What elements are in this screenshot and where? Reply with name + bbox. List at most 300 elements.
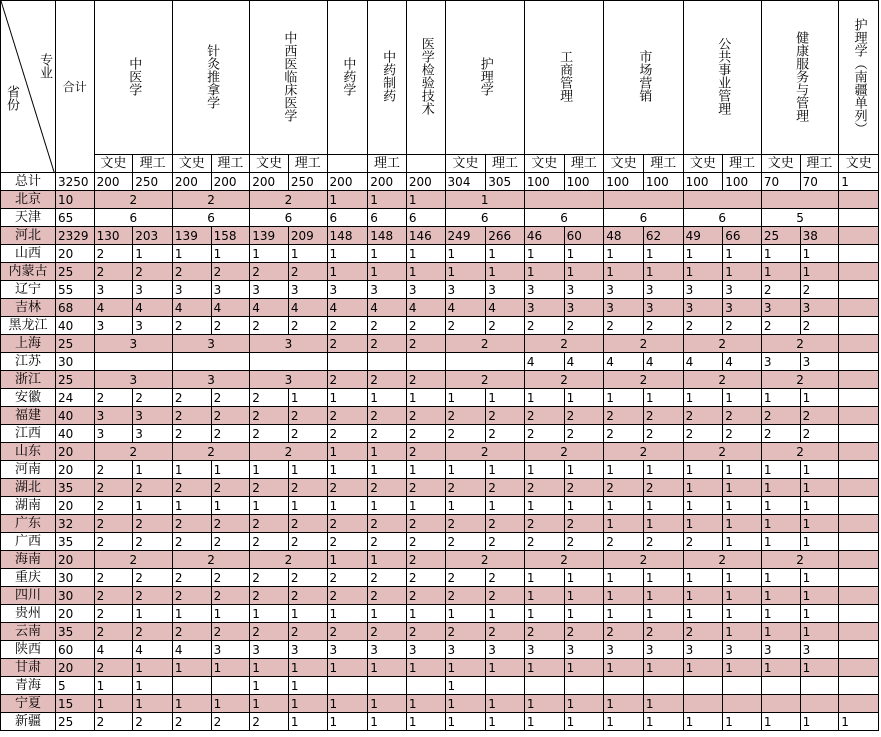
quota-cell: 304: [445, 173, 486, 191]
quota-cell: 3: [564, 299, 604, 317]
quota-cell: 2: [800, 407, 839, 425]
province-name: 湖北: [1, 479, 56, 497]
total-cell: 40: [55, 317, 94, 335]
quota-cell: 2: [172, 713, 211, 731]
quota-cell: 1: [761, 263, 800, 281]
major-header: [327, 1, 368, 155]
quota-cell: [839, 389, 879, 407]
quota-cell: 4: [406, 299, 445, 317]
quota-cell: 3: [643, 641, 683, 659]
total-cell: 32: [55, 515, 94, 533]
track-header: 文史: [94, 155, 133, 173]
quota-cell: 3: [94, 317, 133, 335]
quota-cell: [839, 335, 879, 353]
total-cell: 24: [55, 389, 94, 407]
quota-cell: 2: [486, 587, 525, 605]
quota-cell: 1: [133, 461, 173, 479]
total-cell: 20: [55, 659, 94, 677]
quota-cell: [327, 677, 368, 695]
quota-cell: 2: [723, 407, 762, 425]
quota-cell: 1: [133, 695, 173, 713]
quota-cell: 2: [524, 317, 564, 335]
quota-cell: 2: [211, 389, 250, 407]
total-cell: 30: [55, 353, 94, 371]
quota-cell: 2: [486, 425, 525, 443]
quota-cell: 1: [406, 245, 445, 263]
quota-cell: 2: [524, 443, 603, 461]
quota-cell: 2: [327, 515, 368, 533]
quota-cell: 1: [683, 263, 723, 281]
quota-cell: [839, 263, 879, 281]
province-name: 重庆: [1, 569, 56, 587]
major-header: [761, 1, 838, 155]
quota-cell: [839, 569, 879, 587]
quota-cell: 2: [564, 623, 604, 641]
quota-cell: 1: [250, 497, 289, 515]
quota-cell: 2: [94, 605, 133, 623]
quota-cell: 2: [250, 443, 327, 461]
quota-cell: 2: [172, 587, 211, 605]
quota-cell: 2: [524, 551, 603, 569]
total-cell: 20: [55, 605, 94, 623]
quota-cell: 1: [288, 695, 327, 713]
quota-cell: 1: [800, 263, 839, 281]
province-row: [1, 317, 879, 335]
quota-cell: 46: [524, 227, 564, 245]
quota-cell: [839, 407, 879, 425]
quota-cell: 1: [288, 605, 327, 623]
quota-cell: 6: [250, 209, 327, 227]
quota-cell: 1: [368, 245, 407, 263]
quota-cell: 100: [604, 173, 644, 191]
quota-cell: 2: [250, 569, 289, 587]
total-cell: 55: [55, 281, 94, 299]
quota-cell: 3: [800, 299, 839, 317]
quota-cell: 4: [172, 299, 211, 317]
quota-cell: 2: [761, 281, 800, 299]
quota-cell: [839, 587, 879, 605]
quota-cell: 1: [250, 245, 289, 263]
major-header: [445, 1, 524, 155]
quota-cell: 1: [683, 605, 723, 623]
quota-cell: [683, 191, 761, 209]
quota-cell: 3: [406, 281, 445, 299]
quota-cell: 2: [445, 551, 524, 569]
quota-cell: 1: [800, 659, 839, 677]
total-cell: 30: [55, 587, 94, 605]
quota-cell: 2: [172, 425, 211, 443]
quota-cell: 3: [604, 281, 644, 299]
quota-cell: 1: [250, 605, 289, 623]
quota-cell: 209: [288, 227, 327, 245]
quota-cell: 3: [250, 371, 327, 389]
quota-cell: 2: [761, 371, 838, 389]
quota-cell: 2: [172, 443, 249, 461]
quota-cell: [406, 677, 445, 695]
quota-cell: 1: [445, 677, 486, 695]
quota-cell: [94, 353, 172, 371]
track-header: 理工: [133, 155, 173, 173]
quota-cell: 2: [604, 317, 644, 335]
quota-cell: [839, 605, 879, 623]
quota-cell: [839, 461, 879, 479]
quota-cell: 2: [683, 443, 761, 461]
quota-cell: 146: [406, 227, 445, 245]
quota-cell: [839, 299, 879, 317]
quota-cell: 200: [368, 173, 407, 191]
quota-cell: 1: [486, 713, 525, 731]
quota-cell: 1: [368, 605, 407, 623]
province-name: 河北: [1, 227, 56, 245]
quota-cell: 1: [327, 263, 368, 281]
quota-cell: 1: [683, 515, 723, 533]
quota-cell: 1: [839, 173, 879, 191]
quota-cell: 2: [683, 533, 723, 551]
quota-cell: 1: [368, 389, 407, 407]
province-row: [1, 533, 879, 551]
province-name: 河南: [1, 461, 56, 479]
quota-cell: 1: [643, 713, 683, 731]
quota-cell: 2: [445, 371, 524, 389]
quota-cell: [800, 677, 839, 695]
quota-cell: 1: [800, 461, 839, 479]
total-cell: 25: [55, 263, 94, 281]
quota-cell: [839, 623, 879, 641]
quota-cell: 1: [327, 659, 368, 677]
quota-cell: 70: [761, 173, 800, 191]
quota-cell: 148: [368, 227, 407, 245]
quota-cell: 1: [368, 461, 407, 479]
quota-cell: 100: [524, 173, 564, 191]
quota-cell: 2: [211, 569, 250, 587]
major-header-label: 工商管理: [557, 50, 573, 102]
quota-cell: 2: [368, 623, 407, 641]
quota-cell: 2: [133, 515, 173, 533]
quota-cell: 2: [94, 497, 133, 515]
major-header-label: 中药学: [340, 56, 356, 96]
quota-cell: 3: [761, 641, 800, 659]
quota-cell: 2: [368, 587, 407, 605]
quota-cell: 2: [172, 551, 249, 569]
quota-cell: 3: [761, 353, 800, 371]
quota-cell: 1: [761, 497, 800, 515]
total-cell: 65: [55, 209, 94, 227]
quota-cell: 2: [211, 479, 250, 497]
quota-cell: 1: [604, 389, 644, 407]
quota-cell: 2: [406, 479, 445, 497]
quota-cell: 1: [486, 497, 525, 515]
quota-cell: 2: [172, 569, 211, 587]
quota-cell: 1: [445, 695, 486, 713]
quota-cell: 1: [604, 497, 644, 515]
quota-cell: 3: [723, 299, 762, 317]
quota-cell: 1: [723, 515, 762, 533]
quota-cell: 6: [368, 209, 407, 227]
quota-cell: 2: [133, 569, 173, 587]
quota-cell: [564, 677, 604, 695]
province-row: [1, 299, 879, 317]
quota-cell: 6: [327, 209, 368, 227]
quota-cell: 1: [406, 497, 445, 515]
quota-cell: [839, 677, 879, 695]
quota-cell: 2: [94, 551, 172, 569]
quota-cell: 2: [723, 425, 762, 443]
quota-cell: 2: [327, 533, 368, 551]
quota-cell: 2: [486, 569, 525, 587]
quota-cell: 2: [604, 623, 644, 641]
quota-cell: 2: [486, 515, 525, 533]
quota-cell: 2: [211, 533, 250, 551]
quota-cell: 1: [368, 659, 407, 677]
quota-cell: 305: [486, 173, 525, 191]
quota-cell: 1: [564, 497, 604, 515]
quota-cell: 2: [94, 659, 133, 677]
province-name: 山东: [1, 443, 56, 461]
quota-cell: 1: [643, 461, 683, 479]
quota-cell: 1: [250, 659, 289, 677]
province-row: [1, 641, 879, 659]
quota-cell: 1: [368, 443, 407, 461]
quota-cell: 4: [211, 299, 250, 317]
quota-cell: 1: [800, 605, 839, 623]
quota-cell: 38: [800, 227, 839, 245]
quota-cell: 2: [133, 479, 173, 497]
quota-cell: 3: [94, 407, 133, 425]
major-header-label: 针灸推拿学: [204, 43, 220, 109]
quota-cell: 1: [368, 695, 407, 713]
quota-cell: 158: [211, 227, 250, 245]
quota-cell: 4: [94, 641, 133, 659]
quota-cell: 2: [133, 713, 173, 731]
quota-cell: 2: [327, 569, 368, 587]
quota-cell: [839, 353, 879, 371]
quota-cell: 2: [683, 623, 723, 641]
quota-cell: 2: [564, 515, 604, 533]
quota-cell: 250: [133, 173, 173, 191]
quota-cell: 2: [445, 443, 524, 461]
province-row: [1, 227, 879, 245]
province-name: 天津: [1, 209, 56, 227]
province-name: 贵州: [1, 605, 56, 623]
quota-cell: [839, 371, 879, 389]
quota-cell: 2: [288, 569, 327, 587]
quota-cell: 139: [172, 227, 211, 245]
quota-cell: 1: [800, 245, 839, 263]
quota-cell: 2: [94, 191, 172, 209]
quota-cell: 6: [445, 209, 524, 227]
quota-cell: 1: [172, 461, 211, 479]
quota-cell: 2: [406, 623, 445, 641]
track-header: 文史: [250, 155, 289, 173]
quota-cell: 6: [406, 209, 445, 227]
quota-cell: 2: [211, 317, 250, 335]
quota-cell: 2: [94, 443, 172, 461]
province-row: [1, 335, 879, 353]
quota-cell: [839, 227, 879, 245]
quota-cell: 1: [327, 389, 368, 407]
province-name: 江西: [1, 425, 56, 443]
quota-cell: 1: [368, 551, 407, 569]
quota-cell: 2: [250, 623, 289, 641]
quota-cell: 1: [524, 461, 564, 479]
major-header-label: 市场营销: [636, 50, 652, 102]
quota-cell: 1: [683, 569, 723, 587]
quota-cell: 1: [723, 713, 762, 731]
quota-cell: 2: [133, 587, 173, 605]
province-name: 新疆: [1, 713, 56, 731]
quota-cell: 1: [211, 497, 250, 515]
total-cell: 20: [55, 245, 94, 263]
quota-cell: 2: [250, 425, 289, 443]
province-name: 山西: [1, 245, 56, 263]
quota-cell: 249: [445, 227, 486, 245]
track-header: 文史: [524, 155, 564, 173]
major-header: [172, 1, 249, 155]
track-header: 理工: [800, 155, 839, 173]
quota-cell: 2: [761, 335, 838, 353]
quota-cell: [368, 677, 407, 695]
track-header: 理工: [723, 155, 762, 173]
quota-cell: 2: [643, 533, 683, 551]
quota-cell: 1: [486, 389, 525, 407]
quota-cell: 200: [172, 173, 211, 191]
major-header-label: 中药制药: [380, 50, 396, 102]
quota-cell: 2: [761, 443, 838, 461]
total-cell: 10: [55, 191, 94, 209]
quota-cell: 1: [683, 461, 723, 479]
quota-cell: 6: [172, 209, 249, 227]
quota-cell: 3: [250, 281, 289, 299]
quota-cell: 2: [327, 335, 368, 353]
quota-cell: 1: [761, 587, 800, 605]
quota-cell: 3: [800, 641, 839, 659]
quota-cell: 2: [172, 623, 211, 641]
total-header-label: 合计: [62, 79, 87, 94]
quota-cell: 2: [327, 587, 368, 605]
quota-cell: 3: [327, 641, 368, 659]
total-cell: 35: [55, 533, 94, 551]
quota-cell: 2: [250, 263, 289, 281]
quota-cell: 1: [445, 191, 524, 209]
quota-cell: 4: [94, 299, 133, 317]
quota-cell: 2: [327, 425, 368, 443]
quota-cell: 1: [133, 605, 173, 623]
quota-cell: 2: [172, 479, 211, 497]
quota-cell: 200: [94, 173, 133, 191]
quota-cell: 2: [94, 713, 133, 731]
quota-cell: 3: [211, 281, 250, 299]
quota-cell: 1: [643, 605, 683, 623]
quota-cell: [839, 209, 879, 227]
quota-cell: 2: [288, 533, 327, 551]
quota-cell: 6: [94, 209, 172, 227]
major-header: [683, 1, 761, 155]
quota-cell: 2: [368, 317, 407, 335]
quota-cell: 1: [723, 263, 762, 281]
quota-cell: 1: [800, 623, 839, 641]
quota-cell: 1: [564, 569, 604, 587]
province-name: 江苏: [1, 353, 56, 371]
quota-cell: 5: [761, 209, 838, 227]
quota-cell: 200: [250, 173, 289, 191]
province-name: 黑龙江: [1, 317, 56, 335]
quota-cell: 3: [94, 425, 133, 443]
quota-cell: 1: [445, 389, 486, 407]
quota-cell: 1: [524, 605, 564, 623]
quota-cell: 1: [94, 695, 133, 713]
total-cell: 20: [55, 497, 94, 515]
total-cell: 25: [55, 335, 94, 353]
quota-cell: 1: [327, 443, 368, 461]
quota-cell: 1: [524, 587, 564, 605]
quota-cell: 1: [643, 263, 683, 281]
quota-cell: 1: [94, 677, 133, 695]
quota-cell: 2: [604, 479, 644, 497]
quota-cell: 6: [524, 209, 603, 227]
major-header-label: 护理学（南疆单列）: [851, 17, 867, 135]
quota-cell: 1: [406, 191, 445, 209]
quota-cell: 1: [406, 263, 445, 281]
quota-cell: 3: [250, 335, 327, 353]
quota-cell: [327, 353, 368, 371]
quota-cell: 2: [564, 425, 604, 443]
quota-cell: 2: [445, 623, 486, 641]
quota-cell: 3: [288, 281, 327, 299]
quota-cell: 2: [486, 623, 525, 641]
major-header: [368, 1, 407, 155]
quota-cell: 1: [172, 605, 211, 623]
quota-cell: 1: [604, 695, 644, 713]
quota-cell: 1: [486, 695, 525, 713]
quota-cell: 1: [524, 695, 564, 713]
quota-cell: 2: [406, 587, 445, 605]
total-cell: 60: [55, 641, 94, 659]
quota-cell: 1: [524, 389, 564, 407]
province-row: [1, 263, 879, 281]
quota-cell: 4: [643, 353, 683, 371]
quota-cell: 2: [486, 479, 525, 497]
province-row: [1, 515, 879, 533]
quota-cell: 1: [604, 263, 644, 281]
quota-cell: 1: [486, 659, 525, 677]
quota-cell: 1: [368, 497, 407, 515]
quota-cell: 2: [486, 533, 525, 551]
quota-cell: 2: [604, 551, 683, 569]
quota-cell: [839, 281, 879, 299]
quota-cell: 2: [368, 407, 407, 425]
quota-cell: 3: [643, 299, 683, 317]
quota-cell: [486, 677, 525, 695]
quota-cell: 2: [211, 263, 250, 281]
quota-cell: 4: [250, 299, 289, 317]
quota-cell: 1: [133, 677, 173, 695]
quota-cell: 1: [723, 389, 762, 407]
quota-cell: 2: [327, 407, 368, 425]
quota-cell: 2: [761, 551, 838, 569]
quota-cell: 1: [604, 587, 644, 605]
quota-cell: 1: [486, 461, 525, 479]
quota-cell: 2: [683, 425, 723, 443]
province-name: 广西: [1, 533, 56, 551]
quota-cell: [723, 677, 762, 695]
total-cell: 20: [55, 551, 94, 569]
total-cell: 35: [55, 479, 94, 497]
track-header: 文史: [683, 155, 723, 173]
quota-cell: 25: [761, 227, 800, 245]
quota-cell: 70: [800, 173, 839, 191]
quota-cell: [524, 191, 603, 209]
total-cell: 2329: [55, 227, 94, 245]
